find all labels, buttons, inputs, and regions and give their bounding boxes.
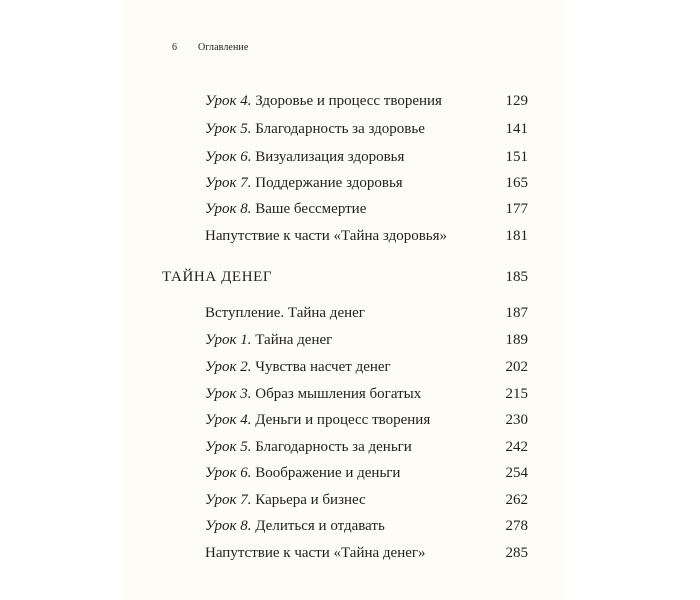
toc-entry [0,383,700,405]
entry-title: Благодарность за деньги [255,439,412,455]
entry-page-number: 187 [505,305,528,321]
entry-title: Деньги и процесс творения [255,412,431,428]
entry-page-number: 129 [505,93,528,109]
entry-page-number: 151 [505,149,528,165]
lesson-label: Урок 1. [205,332,252,348]
lesson-label: Урок 7. [205,492,252,508]
entry-title: Напутствие к части «Тайна здоровья» [205,228,448,244]
lesson-label: Урок 4. [205,412,252,428]
entry-title: Образ мышления богатых [255,386,422,402]
entry-title: Благодарность за здоровье [255,121,425,137]
toc-entry [0,436,700,458]
entry-page-number: 181 [505,228,528,244]
part-title: ТАЙНА ДЕНЕГ [162,269,273,285]
entry-page-number: 262 [505,492,528,508]
lesson-label: Урок 6. [205,149,252,165]
entry-title: Вступление. Тайна денег [205,305,365,321]
lesson-label: Урок 8. [205,201,252,217]
entry-page-number: 254 [505,465,528,481]
running-head [172,42,248,54]
entry-page-number: 215 [505,386,528,402]
entry-page-number: 189 [505,332,528,348]
entry-title: Карьера и бизнес [255,492,366,508]
toc-entry [0,356,700,378]
entry-title: Воображение и деньги [255,465,401,481]
toc-entry [0,118,700,140]
toc-entry [0,329,700,351]
toc-entry [0,146,700,168]
running-head-title: Оглавление [198,42,249,53]
entry-title: Визуализация здоровья [255,149,405,165]
toc-entry [0,198,700,220]
entry-title: Напутствие к части «Тайна денег» [205,545,426,561]
entry-page-number: 242 [505,439,528,455]
lesson-label: Урок 7. [205,175,252,191]
entry-page-number: 141 [505,121,528,137]
entry-page-number: 177 [505,201,528,217]
lesson-label: Урок 8. [205,518,252,534]
entry-title: Поддержание здоровья [255,175,403,191]
entry-title: Ваше бессмертие [255,201,367,217]
entry-title: Здоровье и процесс творения [255,93,442,109]
entry-page-number: 202 [505,359,528,375]
toc-entry [0,225,700,247]
toc-entry [0,462,700,484]
lesson-label: Урок 4. [205,93,252,109]
entry-page-number: 278 [505,518,528,534]
page-number: 6 [172,42,178,53]
toc-entry [0,172,700,194]
lesson-label: Урок 2. [205,359,252,375]
toc-entry [0,302,700,324]
toc-entry [0,489,700,511]
part-heading [0,266,700,288]
entry-title: Делиться и отдавать [255,518,385,534]
lesson-label: Урок 6. [205,465,252,481]
toc-entry [0,542,700,564]
toc-entry [0,409,700,431]
lesson-label: Урок 5. [205,121,252,137]
lesson-label: Урок 5. [205,439,252,455]
entry-title: Чувства насчет денег [255,359,391,375]
lesson-label: Урок 3. [205,386,252,402]
entry-page-number: 230 [505,412,528,428]
part-page-number: 185 [505,269,528,285]
entry-page-number: 285 [505,545,528,561]
entry-page-number: 165 [505,175,528,191]
toc-entry [0,90,700,112]
entry-title: Тайна денег [255,332,333,348]
toc-entry [0,515,700,537]
